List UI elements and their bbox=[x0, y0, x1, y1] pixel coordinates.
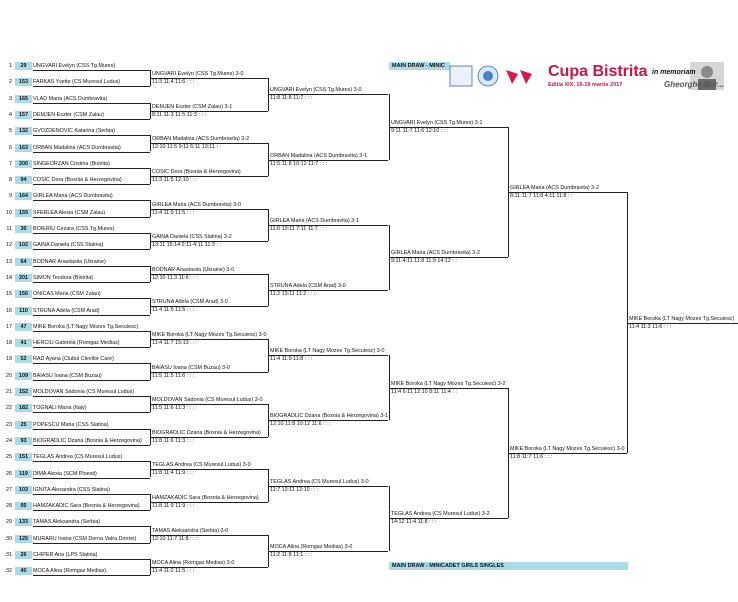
match-winner: UNGVARI Evelyn (CSS Tg.Mures) 3-1 bbox=[391, 120, 483, 127]
match-winner: STRUNA Adela (CSM Arad) 3-0 bbox=[152, 299, 228, 306]
seed-rank-badge: 103 bbox=[15, 486, 32, 494]
match-winner: BODNAR Anastasiia (Ukraine) 3-0 bbox=[152, 266, 235, 273]
player-entry-name: CHIPER Ana (LPS Slatina) bbox=[33, 552, 98, 558]
draw-position-number: 30 bbox=[6, 535, 12, 542]
entry-underline bbox=[33, 347, 150, 348]
match-score: 11:4 11:2 11:5 : : : bbox=[152, 568, 195, 575]
player-entry-name: DIMA Alexia (SCM Ploesti) bbox=[33, 470, 97, 477]
entry-underline bbox=[33, 445, 150, 446]
seed-rank-badge: 201 bbox=[15, 274, 32, 282]
match-score: 9:11 4:11 11:8 11:9 14:12 : : bbox=[391, 258, 457, 265]
draw-position-number: 29 bbox=[6, 519, 12, 526]
player-entry-name: GVOZDENOVIC Katarina (Serbia) bbox=[33, 128, 116, 135]
match-winner: HAMZAKADIC Sara (Bosnia & Herzegovina) bbox=[152, 494, 259, 501]
match-winner: GIRLEA Maria (ACS Dumbravita) 3-0 bbox=[152, 201, 241, 208]
player-entry-name: COSIC Dora (Bosnia & Herzegovina) bbox=[33, 177, 122, 184]
match-score: 11:8 11:6 11:3 : : : bbox=[152, 437, 195, 444]
player-entry-name: IGNITA Alexandra (CSS Slatina) bbox=[33, 486, 110, 493]
player-entry-name: HERCIU Gabriela (Romgaz Medias) bbox=[33, 340, 120, 347]
player-entry-name: TEGLAS Andrea (CS Muresul Ludus) bbox=[33, 454, 123, 461]
match-score: 11:4 11:7 15:13 : : : bbox=[152, 339, 198, 346]
entry-underline bbox=[33, 266, 150, 267]
entry-underline bbox=[33, 494, 150, 495]
entry-underline bbox=[33, 380, 150, 381]
entry-underline bbox=[33, 478, 150, 479]
match-winner: BIOGRADLIC Dzana (Bosnia & Herzegovina) bbox=[152, 429, 261, 436]
player-entry-name: STRUNA Adela (CSM Arad) bbox=[33, 307, 100, 314]
match-winner: MOCA Alina (Romgaz Medias) 3-0 bbox=[270, 543, 353, 550]
player-entry-name: GAINA Daniela (CSS Slatina) bbox=[33, 242, 104, 249]
seed-rank-badge: 200 bbox=[15, 160, 32, 168]
match-score: 11:5 11:8 10:12 11:7 : : : bbox=[270, 160, 328, 167]
match-score: 13:11 15:14 2:11 4:11 11:3 : : bbox=[152, 242, 221, 249]
match-winner: GAINA Daniela (CSS Slatina) 3-2 bbox=[152, 234, 232, 241]
match-winner: MIKE Boroka (LT Nagy Mozes Tg.Secuiesc) 3-2 bbox=[391, 380, 506, 387]
draw-position-number: 17 bbox=[6, 323, 12, 330]
match-winner: STRUNA Adela (CSM Arad) 3-0 bbox=[270, 283, 346, 290]
seed-rank-badge: 163 bbox=[15, 144, 32, 152]
match-winner: TEGLAS Andrea (CS Muresul Ludus) 3-0 bbox=[270, 478, 369, 485]
match-score: 11:4 11:9 11:5 : : : bbox=[152, 209, 195, 216]
entry-underline bbox=[33, 70, 150, 71]
seed-rank-badge: 102 bbox=[15, 241, 32, 249]
draw-position-number: 31 bbox=[6, 552, 12, 558]
draw-position-number: 3 bbox=[9, 95, 12, 102]
seed-rank-badge: 110 bbox=[15, 307, 32, 315]
match-winner: GIRLEA Maria (ACS Dumbravita) 3-2 bbox=[391, 250, 480, 257]
match-score: 11:7 13:11 12:10 : : : bbox=[270, 486, 319, 493]
match-winner: COSIC Dora (Bosnia & Herzegovina) bbox=[152, 168, 241, 175]
draw-position-number: 4 bbox=[9, 111, 12, 118]
player-entry-name: ONICAS Maria (CSM Zalau) bbox=[33, 291, 101, 298]
draw-position-number: 2 bbox=[9, 79, 12, 86]
draw-position-number: 10 bbox=[6, 209, 12, 216]
entry-underline bbox=[33, 298, 150, 299]
seed-rank-badge: 95 bbox=[15, 502, 32, 510]
match-score: 11:4 6:11 12:10 8:11 11:4 : : bbox=[391, 388, 457, 395]
match-score: 8:11 11:7 11:8 4:11 11:8 : : bbox=[510, 193, 573, 200]
draw-position-number: 7 bbox=[9, 160, 12, 167]
match-winner: TAMAS Aleksandra (Serbia) 3-0 bbox=[152, 527, 229, 534]
entry-underline bbox=[33, 543, 150, 544]
entry-underline bbox=[33, 86, 150, 87]
draw-position-number: 15 bbox=[6, 291, 12, 298]
draw-position-number: 23 bbox=[6, 421, 12, 428]
seed-rank-badge: 40 bbox=[15, 567, 32, 575]
player-entry-name: UNGVARI Evelyn (CSS Tg.Mures) bbox=[33, 63, 116, 69]
entry-underline bbox=[33, 135, 150, 136]
player-entry-name: DEMJEN Eszter (CSM Zalau) bbox=[33, 111, 104, 118]
entry-underline bbox=[33, 249, 150, 250]
entry-underline bbox=[33, 510, 150, 511]
entry-underline bbox=[33, 184, 150, 185]
main-draw-banner-bottom: MAIN DRAW - MINICADET GIRLS SINGLES bbox=[389, 562, 628, 570]
seed-rank-badge: 165 bbox=[15, 95, 32, 103]
entry-underline bbox=[33, 575, 150, 576]
match-score: 8:11 11:3 11:5 11:3 : : : bbox=[152, 111, 206, 118]
entry-underline bbox=[33, 200, 150, 201]
draw-position-number: 14 bbox=[6, 274, 12, 281]
match-score: 12:10 11:5 9:11 6:11 13:11 : : bbox=[152, 144, 221, 151]
match-winner: TEGLAS Andrea (CS Muresul Ludus) 3-0 bbox=[152, 462, 251, 469]
match-score: 11:2 13:11 11:2 : : : bbox=[270, 291, 316, 298]
draw-position-number: 20 bbox=[6, 372, 12, 379]
entry-underline bbox=[33, 526, 150, 527]
match-score: 12:10 11:8 10:12 11:6 : : : bbox=[270, 421, 331, 428]
match-score: 11:8 11:7 11:6 : : : bbox=[510, 454, 553, 461]
match-winner: BAIASU Ioana (CSM Buzau) 3-0 bbox=[152, 364, 230, 371]
seed-rank-badge: 152 bbox=[15, 388, 32, 396]
seed-rank-badge: 156 bbox=[15, 290, 32, 298]
draw-position-number: 12 bbox=[6, 242, 12, 249]
match-winner: MIKE Boroka (LT Nagy Mozes Tg.Secuiesc) 3-0 bbox=[152, 331, 267, 338]
match-winner: MIKE Boroka (LT Nagy Mozes Tg.Secuiesc) 3-0 bbox=[270, 348, 385, 355]
match-score: 11:3 11:4 11:6 : : : bbox=[152, 79, 195, 86]
match-winner: TEGLAS Andrea (CS Muresul Ludus) 3-2 bbox=[391, 511, 490, 518]
player-entry-name: MIKE Boroka (LT Nagy Mozes Tg.Secuiesc) bbox=[33, 323, 139, 330]
player-entry-name: BAIASU Ioana (CSM Buzau) bbox=[33, 372, 102, 379]
player-entry-name: POPESCU Maria (CSS Slatina) bbox=[33, 421, 109, 428]
match-score: 11:8 11:4 11:9 : : : bbox=[152, 470, 195, 477]
entry-underline bbox=[33, 396, 150, 397]
seed-rank-badge: 64 bbox=[15, 258, 32, 266]
seed-rank-badge: 157 bbox=[15, 111, 32, 119]
tournament-title: Cupa Bistrita bbox=[548, 63, 648, 80]
seed-rank-badge: 25 bbox=[15, 421, 32, 429]
player-entry-name: GIRLEA Maria (ACS Dumbravita) bbox=[33, 193, 113, 200]
draw-position-number: 5 bbox=[9, 128, 12, 135]
draw-position-number: 13 bbox=[6, 258, 12, 265]
entry-underline bbox=[33, 412, 150, 413]
match-score: 12:10 11:7 11:8 : : : bbox=[152, 535, 198, 542]
match-winner: UNGVARI Evelyn (CSS Tg.Mures) 3-0 bbox=[270, 87, 362, 94]
seed-rank-badge: 132 bbox=[15, 127, 32, 135]
draw-position-number: 16 bbox=[6, 307, 12, 314]
player-entry-name: FARKAS Yvette (CS Muresul Ludus) bbox=[33, 79, 121, 86]
draw-position-number: 8 bbox=[9, 177, 12, 184]
main-draw-banner-top: MAIN DRAW - MINIC bbox=[389, 62, 450, 70]
draw-position-number: 32 bbox=[6, 568, 12, 575]
match-score: 14:12 11:4 11:8 : : : bbox=[391, 519, 437, 526]
match-winner: UNGVARI Evelyn (CSS Tg.Mures) 3-0 bbox=[152, 71, 244, 78]
seed-rank-badge: 125 bbox=[15, 535, 32, 543]
seed-rank-badge: 94 bbox=[15, 176, 32, 184]
entry-underline bbox=[33, 152, 150, 153]
seed-rank-badge: 30 bbox=[15, 225, 32, 233]
player-entry-name: BOIERIU Cezara (CSS Tg.Mures) bbox=[33, 226, 115, 232]
match-score: 11:3 11:5 12:10 : : : bbox=[152, 176, 198, 183]
match-winner: ORBAN Madalina (ACS Dumbravita) 3-2 bbox=[152, 136, 250, 143]
player-entry-name: TAMAS Aleksandra (Serbia) bbox=[33, 519, 101, 526]
player-entry-name: MURARU Ioana (CSM Dorna Vatra Dornei) bbox=[33, 535, 137, 542]
match-winner: BIOGRADLIC Dzana (Bosnia & Herzegovina) 3-1 bbox=[270, 413, 388, 420]
seed-rank-badge: 182 bbox=[15, 404, 32, 412]
draw-position-number: 28 bbox=[6, 503, 12, 510]
match-score: 11:8 11:9 11:9 : : : bbox=[152, 502, 195, 509]
match-score: 11:4 11:3 11:6 : : : bbox=[629, 323, 672, 330]
seed-rank-badge: 153 bbox=[15, 78, 32, 86]
entry-underline bbox=[33, 233, 150, 234]
seed-rank-badge: 164 bbox=[15, 192, 32, 200]
match-winner: GIRLEA Maria (ACS Dumbravita) 3-1 bbox=[270, 217, 359, 224]
entry-underline bbox=[33, 429, 150, 430]
entry-underline bbox=[33, 119, 150, 120]
match-score: 12:10 11:3 11:6 : : : bbox=[152, 274, 198, 281]
entry-underline bbox=[33, 217, 150, 218]
player-entry-name: MOLDOVAN Sadonia (CS Muresul Ludus) bbox=[33, 389, 135, 395]
player-entry-name: MOCA Alina (Romgaz Medias) bbox=[33, 568, 107, 575]
memoriam-label: in memoriam bbox=[652, 69, 696, 76]
edition-label: Editia XIX, 16-19 martie 2017 bbox=[548, 82, 623, 88]
seed-rank-badge: 159 bbox=[15, 209, 32, 217]
entry-underline bbox=[33, 315, 150, 316]
draw-position-number: 22 bbox=[6, 405, 12, 412]
entry-underline bbox=[33, 559, 150, 560]
match-score: 11:4 11:9 11:8 : : : bbox=[270, 356, 313, 363]
match-winner: MIKE Boroka (LT Nagy Mozes Tg.Secuiesc) bbox=[629, 315, 735, 322]
seed-rank-badge: 109 bbox=[15, 372, 32, 380]
match-score: 9:11 11:7 11:6 12:10 : : : bbox=[391, 128, 449, 135]
draw-position-number: 27 bbox=[6, 486, 12, 493]
entry-underline bbox=[33, 331, 150, 332]
draw-position-number: 24 bbox=[6, 437, 12, 444]
entry-underline bbox=[33, 282, 150, 283]
entry-underline bbox=[33, 168, 150, 169]
seed-rank-badge: 29 bbox=[15, 62, 32, 70]
player-entry-name: VLAD Maria (ACS Dumbravita) bbox=[33, 95, 108, 102]
entry-underline bbox=[33, 363, 150, 364]
draw-position-number: 6 bbox=[9, 144, 12, 151]
player-entry-name: SFERLEA Alesia (CSM Zalau) bbox=[33, 209, 106, 216]
draw-position-number: 19 bbox=[6, 356, 12, 363]
player-entry-name: RAD Ayana (Clubul Clevilor Care) bbox=[33, 356, 114, 363]
match-score: 11:6 13:11 7:11 11:7 : : : bbox=[270, 225, 327, 232]
match-winner: ORBAN Madalina (ACS Dumbravita) 3-1 bbox=[270, 152, 368, 159]
seed-rank-badge: 26 bbox=[15, 551, 32, 559]
seed-rank-badge: 133 bbox=[15, 518, 32, 526]
match-score: 11:8 11:8 11:7 : : : bbox=[270, 95, 313, 102]
match-winner: GIRLEA Maria (ACS Dumbravita) 3-2 bbox=[510, 185, 599, 192]
match-winner: DEMJEN Eszter (CSM Zalau) 3-1 bbox=[152, 103, 233, 110]
draw-position-number: 1 bbox=[9, 63, 12, 69]
player-entry-name: TOGNALI Maria (Italy) bbox=[33, 405, 87, 412]
seed-rank-badge: 52 bbox=[15, 355, 32, 363]
draw-position-number: 21 bbox=[6, 389, 12, 395]
entry-underline bbox=[33, 461, 150, 462]
match-score: 11:2 11:8 11:1 : : : bbox=[270, 551, 313, 558]
match-score: 11:5 11:6 11:3 : : : bbox=[152, 405, 195, 412]
memoriam-person: Gheorghe Bor... bbox=[664, 80, 725, 89]
seed-rank-badge: 47 bbox=[15, 323, 32, 331]
player-entry-name: BIOGRADLIC Dzana (Bosnia & Herzegovina) bbox=[33, 437, 142, 444]
seed-rank-badge: 93 bbox=[15, 437, 32, 445]
match-score: 11:4 11:5 11:5 : : : bbox=[152, 307, 195, 314]
draw-position-number: 25 bbox=[6, 454, 12, 461]
player-entry-name: HAMZAKADIC Sara (Bosnia & Herzegovina) bbox=[33, 503, 140, 510]
player-entry-name: SINGEORZAN Cristina (Bistrita) bbox=[33, 160, 110, 167]
entry-underline bbox=[33, 103, 150, 104]
player-entry-name: BODNAR Anastasiia (Ukraine) bbox=[33, 258, 106, 265]
player-entry-name: ORBAN Madalina (ACS Dumbravita) bbox=[33, 144, 121, 151]
seed-rank-badge: 41 bbox=[15, 339, 32, 347]
draw-position-number: 26 bbox=[6, 470, 12, 477]
match-winner: MOLDOVAN Sadonia (CS Muresul Ludus) 3-0 bbox=[152, 397, 263, 404]
player-entry-name: SIMON Teodora (Bistrita) bbox=[33, 274, 94, 281]
draw-position-number: 9 bbox=[9, 193, 12, 200]
seed-rank-badge: 151 bbox=[15, 453, 32, 461]
match-winner: MIKE Boroka (LT Nagy Mozes Tg.Secuiesc) 3-0 bbox=[510, 446, 625, 453]
seed-rank-badge: 119 bbox=[15, 470, 32, 478]
draw-position-number: 18 bbox=[6, 340, 12, 347]
match-winner: MOCA Alina (Romgaz Medias) 3-0 bbox=[152, 560, 235, 567]
match-score: 11:5 11:5 11:6 : : : bbox=[152, 372, 195, 379]
draw-position-number: 11 bbox=[6, 226, 12, 232]
